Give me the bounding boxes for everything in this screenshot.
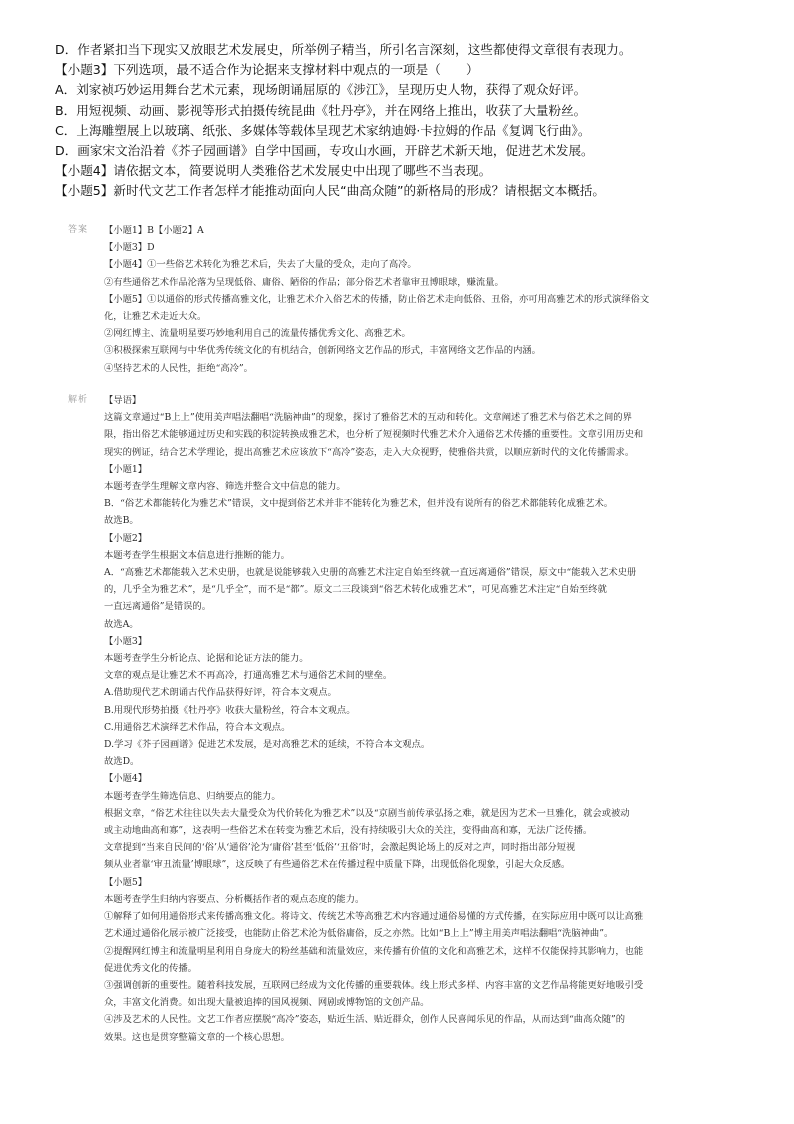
analysis-line: 现实的例证，结合艺术学理论，提出高雅艺术应该放下“高冷”姿态，走入大众视野，使雅俗共赏，以顺应新时代的文化传播需求。 (104, 446, 635, 458)
question-line: 【小题3】下列选项，最不适合作为论据来支撑材料中观点的一项是（ ） (55, 62, 479, 78)
analysis-line: 众，丰富文化消费。如出现大量被追捧的国风视频、网剧或博物馆的文创产品。 (104, 997, 430, 1009)
analysis-line: 故选B。 (104, 515, 139, 527)
answer-line: ④坚持艺术的人民性，拒绝“高冷”。 (104, 362, 253, 374)
analysis-line: 【小题2】 (104, 532, 148, 544)
analysis-line: B．“俗艺术都能转化为雅艺术”错误，文中提到俗艺术并非不能转化为雅艺术，但并没有说所有的俗艺术都能转化成雅艺术。 (104, 498, 614, 510)
analysis-line: B.用现代形势拍摄《牡丹亭》收获大量粉丝，符合本文观点。 (104, 704, 356, 716)
question-line: 【小题4】请依据文本，简要说明人类雅俗艺术发展史中出现了哪些不当表现。 (55, 163, 492, 179)
analysis-line: 促进优秀文化的传播。 (104, 962, 197, 974)
analysis-line: 或主动地曲高和寡”，这表明一些俗艺术在转变为雅艺术后，没有持续吸引大众的关注，变得曲高和寡，无法广泛传播。 (104, 825, 593, 837)
answer-line: ③积极探索互联网与中华优秀传统文化的有机结合，创新网络文艺作品的形式，丰富网络文艺作品的内涵。 (104, 345, 541, 357)
analysis-line: A.借助现代艺术朗诵古代作品获得好评，符合本文观点。 (104, 687, 337, 699)
analysis-line: 这篇文章通过“B上上”使用美声唱法翻唱“洗脑神曲”的现象，探讨了雅俗艺术的互动和转化。文章阐述了雅艺术与俗艺术之间的界 (104, 412, 632, 424)
analysis-line: 本题考查学生根据文本信息进行推断的能力。 (104, 549, 290, 561)
analysis-line: 根据文章，“俗艺术往往以失去大量受众为代价转化为雅艺术”以及“京剧当前传承弘扬之难，就是因为艺术一旦雅化，就会或被动 (104, 807, 630, 819)
analysis-label: 解析 (68, 395, 89, 405)
answer-label: 答案 (68, 225, 89, 235)
question-line: 【小题5】新时代文艺工作者怎样才能推动面向人民“曲高众随”的新格局的形成？请根据文本概括。 (55, 183, 605, 199)
analysis-line: 本题考查学生理解文章内容、筛选并整合文中信息的能力。 (104, 481, 346, 493)
answer-line: 【小题1】B【小题2】A (104, 225, 204, 236)
analysis-line: 限，指出俗艺术能够通过历史和实践的积淀转换成雅艺术，也分析了短视频时代雅艺术介入通俗艺术传播的重要性。文章引用历史和 (104, 429, 644, 441)
answer-section (68, 222, 728, 377)
analysis-line: 【小题1】 (104, 463, 148, 475)
analysis-line: 【小题4】 (104, 773, 148, 785)
analysis-line: 文章提到“当来自民间的‘俗’从‘通俗’沦为‘庸俗’甚至‘低俗’‘丑俗’时，会激起舆论场上的反对之声，同时指出部分短视 (104, 842, 576, 854)
analysis-line: ①解释了如何用通俗形式来传播高雅文化。将诗文、传统艺术等高雅艺术内容通过通俗易懂的方式传播，在实际应用中既可以让高雅 (104, 911, 644, 923)
analysis-line: 故选D。 (104, 756, 140, 768)
answer-line: 【小题5】①以通俗的形式传播高雅文化，让雅艺术介入俗艺术的传播，防止俗艺术走向低俗、丑俗，亦可用高雅艺术的形式演绎俗文 (104, 293, 650, 305)
analysis-line: 本题考查学生筛选信息、归纳要点的能力。 (104, 790, 281, 802)
analysis-line: 故选A。 (104, 618, 139, 630)
analysis-line: ②提醒网红博主和流量明星利用自身庞大的粉丝基础和流量效应，来传播有价值的文化和高雅艺术，这样不仅能保持其影响力，也能 (104, 945, 644, 957)
analysis-line: 一直远离通俗”是错误的。 (104, 601, 212, 613)
answer-line: 化，让雅艺术走近大众。 (104, 311, 207, 323)
question-line: C．上海雕塑展上以玻璃、纸张、多媒体等载体呈现艺术家纳迪姆·卡拉姆的作品《复调飞行曲》。 (55, 122, 591, 138)
answer-line: ②有些通俗艺术作品沦落为呈现低俗、庸俗、陋俗的作品；部分俗艺术者靠审丑博眼球，赚流量。 (104, 276, 504, 288)
question-line: A．刘家祯巧妙运用舞台艺术元素，现场朗诵屈原的《涉江》，呈现历史人物，获得了观众好评。 (55, 82, 587, 98)
analysis-section (68, 392, 728, 1046)
analysis-line: 艺术通过通俗化展示被广泛接受，也能防止俗艺术沦为低俗庸俗，反之亦然。比如“B上上”博主用美声唱法翻唱“洗脑神曲”。 (104, 928, 614, 940)
analysis-line: 本题考查学生分析论点、论据和论证方法的能力。 (104, 653, 309, 665)
analysis-line: 文章的观点是让雅艺术不再高冷，打通高雅艺术与通俗艺术间的壁垒。 (104, 670, 393, 682)
analysis-line: 的，几乎全为雅艺术”，是“几乎全”，而不是“都”。原文二三段谈到“俗艺术转化成雅艺术”，可见高雅艺术注定“自始至终就 (104, 584, 607, 596)
question-block (55, 40, 755, 202)
question-line: D．画家宋文治沿着《芥子园画谱》自学中国画，专攻山水画，开辟艺术新天地，促进艺术发展。 (55, 143, 594, 159)
analysis-line: 【小题5】 (104, 876, 148, 888)
analysis-line: 【导语】 (104, 395, 142, 406)
analysis-line: A．“高雅艺术都能载入艺术史册，也就是说能够载入史册的高雅艺术注定自始至终就一直远离通俗”错误，原文中“能载入艺术史册 (104, 567, 637, 579)
answer-line: 【小题4】①一些俗艺术转化为雅艺术后，失去了大量的受众，走向了高冷。 (104, 259, 417, 271)
analysis-line: ③强调创新的重要性。随着科技发展，互联网已经成为文化传播的重要载体。线上形式多样、内容丰富的文艺作品将能更好地吸引受 (104, 979, 644, 991)
analysis-line: ④涉及艺术的人民性。文艺工作者应摆脱“高冷”姿态，贴近生活、贴近群众，创作人民喜闻乐见的作品，从而达到“曲高众随”的 (104, 1014, 626, 1026)
analysis-line: 效果。这也是贯穿整篇文章的一个核心思想。 (104, 1031, 290, 1043)
question-line: B．用短视频、动画、影视等形式拍摄传统昆曲《牡丹亭》，并在网络上推出，收获了大量粉丝。 (55, 102, 587, 118)
analysis-line: C.用通俗艺术演绎艺术作品，符合本文观点。 (104, 721, 291, 733)
analysis-line: 【小题3】 (104, 635, 148, 647)
analysis-line: D.学习《芥子园画谱》促进艺术发展，是对高雅艺术的延续，不符合本文观点。 (104, 739, 431, 751)
analysis-line: 本题考查学生归纳内容要点、分析概括作者的观点态度的能力。 (104, 893, 365, 905)
answer-line: ②网红博主、流量明星要巧妙地利用自己的流量传播优秀文化、高雅艺术。 (104, 328, 411, 340)
question-line: D．作者紧扣当下现实又放眼艺术发展史，所举例子精当，所引名言深刻，这些都使得文章很有表现力。 (55, 42, 632, 57)
analysis-line: 频从业者靠‘审丑流量’博眼球”，这反映了有些通俗艺术在传播过程中质量下降，出现低俗化现象，引起大众反感。 (104, 859, 571, 871)
answer-line: 【小题3】D (104, 242, 155, 254)
